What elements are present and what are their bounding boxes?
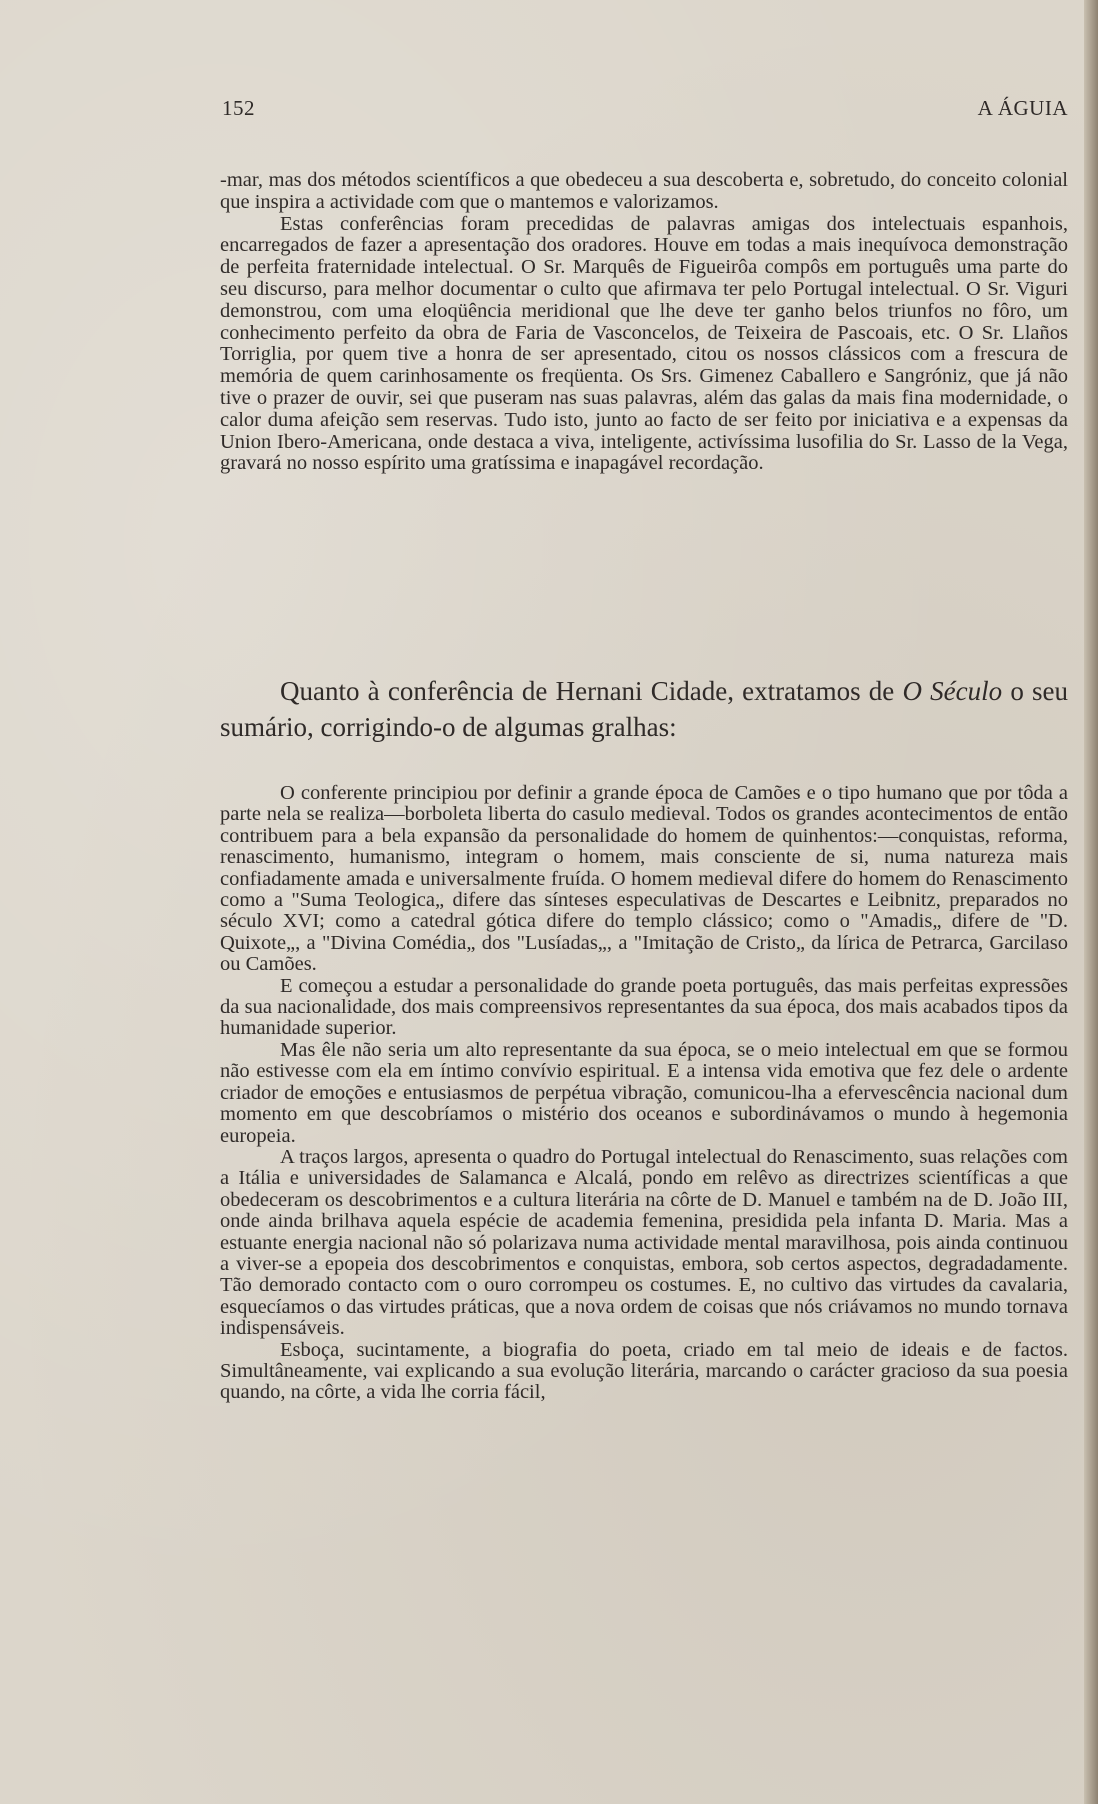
report-text-block (220, 170, 1068, 475)
paragraph: -mar, mas dos métodos scientíficos a que obedeceu a sua descoberta e, sobretudo, do conceito colonial que inspira a actividade com que o mantemos e valorizamos. (220, 169, 1068, 213)
page-number: 152 (222, 96, 255, 120)
intro-text: Quanto à conferência de Hernani Cidade, extratamos de (280, 676, 895, 706)
intro-text: o seu sumário, corrigindo-o de algumas gralhas: (220, 676, 1069, 742)
paragraph: E começou a estudar a personalidade do grande poeta português, das mais perfeitas expressões da sua nacionalidade, dos mais compreensivos representantes da sua época, dos mais acabados tipos da humanidade superior. (220, 974, 1068, 1040)
lecture-summary (220, 783, 1068, 1404)
page-header (222, 96, 1068, 126)
page-edge-shadow (1084, 0, 1098, 1804)
paragraph: Esboça, sucintamente, a biografia do poeta, criado em tal meio de ideais e de factos. Simultâneamente, vai explicando a sua evolução literária, marcando o carácter gracioso da sua poesia quando, na côrte, a vida lhe corria fácil, (220, 1338, 1068, 1404)
newspaper-title: O Século (902, 676, 1003, 706)
summary-introduction (220, 673, 1068, 745)
paragraph: Mas êle não seria um alto representante da sua época, se o meio intelectual em que se formou não estivesse com ela em íntimo convívio espiritual. E a intensa vida emotiva que fez dele o ardente criador de emoções e entusiasmos de perpétua vibração, comunicou-lha a efervescência nacional dum momento em que descobríamos o mistério dos oceanos e subordinávamos o mundo à hegemonia europeia. (220, 1038, 1068, 1147)
paragraph: O conferente principiou por definir a grande época de Camões e o tipo humano que por tôda a parte nela se realiza—borboleta liberta do casulo medieval. Todos os grandes acontecimentos de então contribuem para a bela expansão da personalidade do homem de quinhentos:—conquistas, reforma, renascimento, humanismo, integram o homem, mais consciente de si, numa natureza mais confiadamente amada e universalmente fruída. O homem medieval difere do homem do Renascimento como a "Suma Teologica„ difere das sínteses especulativas de Descartes e Leibnitz, preparados no século XVI; como a catedral gótica difere do templo clássico; como o "Amadis„ difere de "D. Quixote„, a "Divina Comédia„ dos "Lusíadas„, a "Imitação de Cristo„ da lírica de Petrarca, Garcilaso ou Camões. (220, 782, 1068, 976)
paragraph: Estas conferências foram precedidas de palavras amigas dos intelectuais espanhois, encarregados de fazer a apresentação dos oradores. Houve em todas a mais inequívoca demonstração de perfeita fraternidade intelectual. O Sr. Marquês de Figueirôa compôs em português uma parte do seu discurso, para melhor documentar o culto que afirmava ter pelo Portugal intelectual. O Sr. Viguri demonstrou, com uma eloqüência meridional que lhe deve ter ganho belos triunfos no fôro, um conhecimento perfeito da obra de Faria de Vasconcelos, de Teixeira de Pascoais, etc. O Sr. Llaños Torriglia, por quem tive a honra de ser apresentado, citou os nossos clássicos com a frescura de memória de quem carinhosamente os freqüenta. Os Srs. Gimenez Caballero e Sangróniz, que já não tive o prazer de ouvir, sei que puseram nas suas palavras, além das galas da mais fina modernidade, o calor duma afeição sem reservas. Tudo isto, junto ao facto de ser feito por iniciativa e a expensas da Union Ibero-Americana, onde destaca a viva, inteligente, activíssima lusofilia do Sr. Lasso de la Vega, gravará no nosso espírito uma gratíssima e inapagável recordação. (220, 212, 1068, 475)
paragraph: A traços largos, apresenta o quadro do Portugal intelectual do Renascimento, suas relações com a Itália e universidades de Salamanca e Alcalá, pondo em relêvo as directrizes scientíficas a que obedeceram os descobrimentos e a cultura literária na côrte de D. Manuel e também na de D. João III, onde ainda brilhava aquela espécie de academia femenina, presidida pela infanta D. Maria. Mas a estuante energia nacional não só polarizava numa actividade mental maravilhosa, pois ainda continuou a viver-se a epopeia dos descobrimentos e conquistas, embora, sob certos aspectos, degradadamente. Tão demorado contacto com o ouro corrompeu os costumes. E, no cultivo das virtudes da cavalaria, esquecíamos o das virtudes práticas, que a nova ordem de coisas que nós criávamos no mundo tornava indispensáveis. (220, 1145, 1068, 1340)
running-title: A ÁGUIA (977, 96, 1068, 120)
